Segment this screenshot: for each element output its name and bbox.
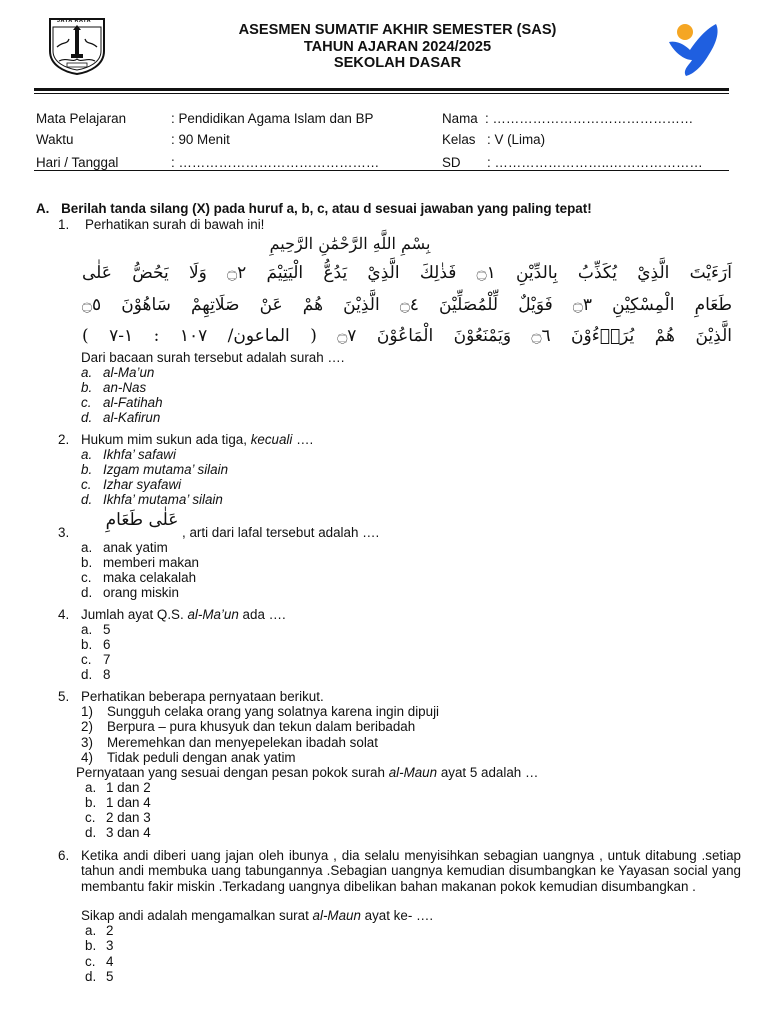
- label-waktu: Waktu: [36, 132, 74, 147]
- value-mata-pelajaran: : Pendidikan Agama Islam dan BP: [171, 111, 374, 126]
- exam-title: ASESMEN SUMATIF AKHIR SEMESTER (SAS): [238, 22, 557, 38]
- statement-number: 2): [81, 719, 93, 734]
- option-letter: c.: [85, 954, 96, 969]
- label-hari-tanggal: Hari / Tanggal: [36, 155, 119, 170]
- statement-number: 1): [81, 704, 93, 719]
- q1-basmala: بِسْمِ اللَّهِ الرَّحْمَٰنِ الرَّحِيمِ: [269, 234, 431, 253]
- value-sd[interactable]: : ……………………..…………………: [487, 155, 703, 170]
- q5-statement-1: [81, 704, 440, 719]
- q5-statement-2: [81, 719, 416, 734]
- q5-option-a[interactable]: [85, 780, 151, 795]
- q1-arabic-line-1: اَرَءَيْتَ الَّذِيْ يُكَذِّبُ بِالدِّيْنِ ۝١ فَذٰلِكَ الَّذِيْ يَدُعُّ الْيَتِيْمَ ۝٢ وَلَا يَحُضُّ عَلٰى: [82, 263, 732, 283]
- logo-caption: JAYA RAYA: [57, 18, 92, 24]
- option-letter: d.: [85, 969, 97, 984]
- statement-text: Tidak peduli dengan anak yatim: [107, 750, 296, 765]
- label-mata-pelajaran: Mata Pelajaran: [36, 111, 127, 126]
- q4-stem-end: ada ….: [242, 607, 286, 622]
- q1-stem: Perhatikan surah di bawah ini!: [85, 217, 265, 232]
- q3-number: 3.: [58, 525, 70, 540]
- q6-question: [81, 908, 433, 923]
- q4-stem-text: Jumlah ayat Q.S.: [81, 607, 184, 622]
- q6-option-d[interactable]: [85, 969, 114, 984]
- option-text: maka celakalah: [103, 570, 197, 585]
- option-letter: d.: [81, 585, 93, 600]
- q6-question-text: Sikap andi adalah mengamalkan surat: [81, 908, 309, 923]
- school-year: TAHUN AJARAN 2024/2025: [303, 38, 492, 55]
- statement-number: 4): [81, 750, 93, 765]
- q5-option-b[interactable]: [85, 795, 151, 810]
- q5-option-d[interactable]: [85, 825, 151, 840]
- option-text: 8: [103, 667, 111, 682]
- q5-number: 5.: [58, 689, 70, 704]
- header-divider-thick: [34, 88, 729, 91]
- q4-option-a[interactable]: [81, 622, 111, 637]
- option-text: Izhar syafawi: [103, 477, 182, 492]
- q5-statement-4: [81, 750, 296, 765]
- q4-option-c[interactable]: [81, 652, 111, 667]
- q4-option-d[interactable]: [81, 667, 111, 682]
- q6-option-a[interactable]: [85, 923, 114, 938]
- option-letter: d.: [81, 410, 93, 425]
- option-letter: b.: [81, 637, 93, 652]
- option-text: 3: [106, 938, 114, 953]
- q3-option-c[interactable]: [81, 570, 197, 585]
- figure-logo-icon: [664, 20, 724, 78]
- q2-stem-text: Hukum mim sukun ada tiga,: [81, 432, 247, 447]
- q2-option-d[interactable]: [81, 492, 223, 507]
- shield-emblem-icon: [47, 17, 107, 75]
- q2-option-c[interactable]: [81, 477, 182, 492]
- option-letter: c.: [85, 810, 96, 825]
- option-text: an-Nas: [103, 380, 147, 395]
- q2-stem-end: ….: [296, 432, 314, 447]
- value-hari-tanggal[interactable]: : ………………………………………: [171, 155, 380, 170]
- q4-stem: [81, 607, 286, 622]
- q2-number: 2.: [58, 432, 70, 447]
- q3-stem: , arti dari lafal tersebut adalah ….: [182, 525, 380, 540]
- q5-statement-3: [81, 735, 378, 750]
- q2-stem: [81, 432, 313, 447]
- dki-jaya-raya-logo: [47, 17, 107, 75]
- option-letter: a.: [81, 622, 93, 637]
- q2-option-a[interactable]: [81, 447, 176, 462]
- option-letter: c.: [81, 570, 92, 585]
- option-text: 1 dan 2: [106, 780, 151, 795]
- option-text: Ikhfa’ mutama’ silain: [103, 492, 223, 507]
- q5-option-c[interactable]: [85, 810, 151, 825]
- option-letter: b.: [85, 795, 97, 810]
- q2-stem-italic: kecuali: [250, 432, 293, 447]
- option-letter: b.: [81, 555, 93, 570]
- q4-stem-italic: al-Ma’un: [187, 607, 239, 622]
- option-text: 7: [103, 652, 111, 667]
- q6-question-italic: al-Maun: [312, 908, 361, 923]
- q5-question-end: ayat 5 adalah …: [440, 765, 539, 780]
- section-instruction-text: Berilah tanda silang (X) pada huruf a, b, c, atau d sesuai jawaban yang paling tepat!: [61, 201, 592, 216]
- q6-option-c[interactable]: [85, 954, 114, 969]
- option-letter: a.: [81, 447, 93, 462]
- option-text: 5: [103, 622, 111, 637]
- q6-paragraph: Ketika andi diberi uang jajan oleh ibunya , dia selalu menyisihkan sebagian uangnya , untuk ditabung .setiap tahun andi membuka uang tabungannya .Sebagian uangnya kemudian disumbangkan ke Yayasan social yang membantu fakir miskin .Terkadang uangnya dibelikan bahan makanan pokok kemudian disumbangkan .: [81, 848, 741, 894]
- option-text: 5: [106, 969, 114, 984]
- q5-question-italic: al-Maun: [388, 765, 438, 780]
- q4-number: 4.: [58, 607, 70, 622]
- option-text: 3 dan 4: [106, 825, 151, 840]
- option-text: memberi makan: [103, 555, 199, 570]
- option-letter: c.: [81, 477, 92, 492]
- option-text: Izgam mutama’ silain: [103, 462, 229, 477]
- option-text: 4: [106, 954, 114, 969]
- option-letter: c.: [81, 395, 92, 410]
- label-nama: Nama: [442, 111, 478, 126]
- q1-option-c[interactable]: [81, 395, 163, 410]
- q3-option-d[interactable]: [81, 585, 179, 600]
- school-level: SEKOLAH DASAR: [333, 55, 462, 71]
- q1-option-a[interactable]: [81, 365, 155, 380]
- q3-option-a[interactable]: [81, 540, 168, 555]
- q3-arabic-phrase: عَلٰى طَعَامِ: [105, 510, 179, 530]
- info-divider: [34, 170, 729, 171]
- value-kelas: : V (Lima): [487, 132, 546, 147]
- q6-number: 6.: [58, 848, 70, 863]
- option-text: 6: [103, 637, 111, 652]
- option-letter: d.: [81, 667, 93, 682]
- option-letter: b.: [85, 938, 97, 953]
- option-text: al-Kafirun: [103, 410, 161, 425]
- q1-option-d[interactable]: [81, 410, 161, 425]
- option-letter: d.: [85, 825, 97, 840]
- q5-question-text: Pernyataan yang sesuai dengan pesan pokok surah: [76, 765, 385, 780]
- value-nama[interactable]: : ………………………………………: [485, 111, 694, 126]
- q1-question: Dari bacaan surah tersebut adalah surah ….: [81, 350, 345, 365]
- section-a-instruction: [36, 201, 592, 216]
- option-letter: d.: [81, 492, 93, 507]
- statement-text: Sungguh celaka orang yang solatnya karena ingin dipuji: [107, 704, 440, 719]
- label-sd: SD: [442, 155, 461, 170]
- statement-text: Meremehkan dan menyepelekan ibadah solat: [107, 735, 378, 750]
- option-letter: a.: [85, 780, 97, 795]
- option-text: orang miskin: [103, 585, 179, 600]
- option-text: Ikhfa’ safawi: [103, 447, 176, 462]
- option-text: 2 dan 3: [106, 810, 151, 825]
- q4-option-b[interactable]: [81, 637, 111, 652]
- header-divider-thin: [34, 93, 729, 94]
- option-letter: b.: [81, 380, 93, 395]
- q2-option-b[interactable]: [81, 462, 229, 477]
- section-marker: A.: [36, 201, 50, 216]
- option-text: al-Ma’un: [103, 365, 155, 380]
- statement-text: Berpura – pura khusyuk dan tekun dalam beribadah: [107, 719, 416, 734]
- option-text: al-Fatihah: [103, 395, 163, 410]
- q1-arabic-line-3: الَّذِيْنَ هُمْ يُرَاۤءُوْنَ ۝٦ وَيَمْنَعُوْنَ الْمَاعُوْنَ ۝٧ ( الماعون/ ١٠٧ : ١-٧ ): [82, 326, 732, 346]
- exam-title-block: [170, 22, 625, 72]
- option-letter: c.: [81, 652, 92, 667]
- q6-option-b[interactable]: [85, 938, 114, 953]
- option-text: anak yatim: [103, 540, 168, 555]
- option-text: 1 dan 4: [106, 795, 151, 810]
- q3-option-b[interactable]: [81, 555, 199, 570]
- option-letter: b.: [81, 462, 93, 477]
- value-waktu: : 90 Menit: [171, 132, 230, 147]
- q5-question: [76, 765, 538, 780]
- statement-number: 3): [81, 735, 93, 750]
- option-text: 2: [106, 923, 114, 938]
- option-letter: a.: [81, 365, 93, 380]
- brand-logo: [664, 20, 724, 78]
- option-letter: a.: [85, 923, 97, 938]
- q5-stem: Perhatikan beberapa pernyataan berikut.: [81, 689, 324, 704]
- q1-number: 1.: [58, 217, 70, 232]
- q1-option-b[interactable]: [81, 380, 147, 395]
- q1-arabic-line-2: طَعَامِ الْمِسْكِيْنِ ۝٣ فَوَيْلٌ لِّلْمُصَلِّيْنَ ۝٤ الَّذِيْنَ هُمْ عَنْ صَلَاتِهِمْ سَاهُوْنَ ۝٥: [82, 295, 733, 315]
- q6-question-end: ayat ke- ….: [364, 908, 434, 923]
- option-letter: a.: [81, 540, 93, 555]
- label-kelas: Kelas: [442, 132, 476, 147]
